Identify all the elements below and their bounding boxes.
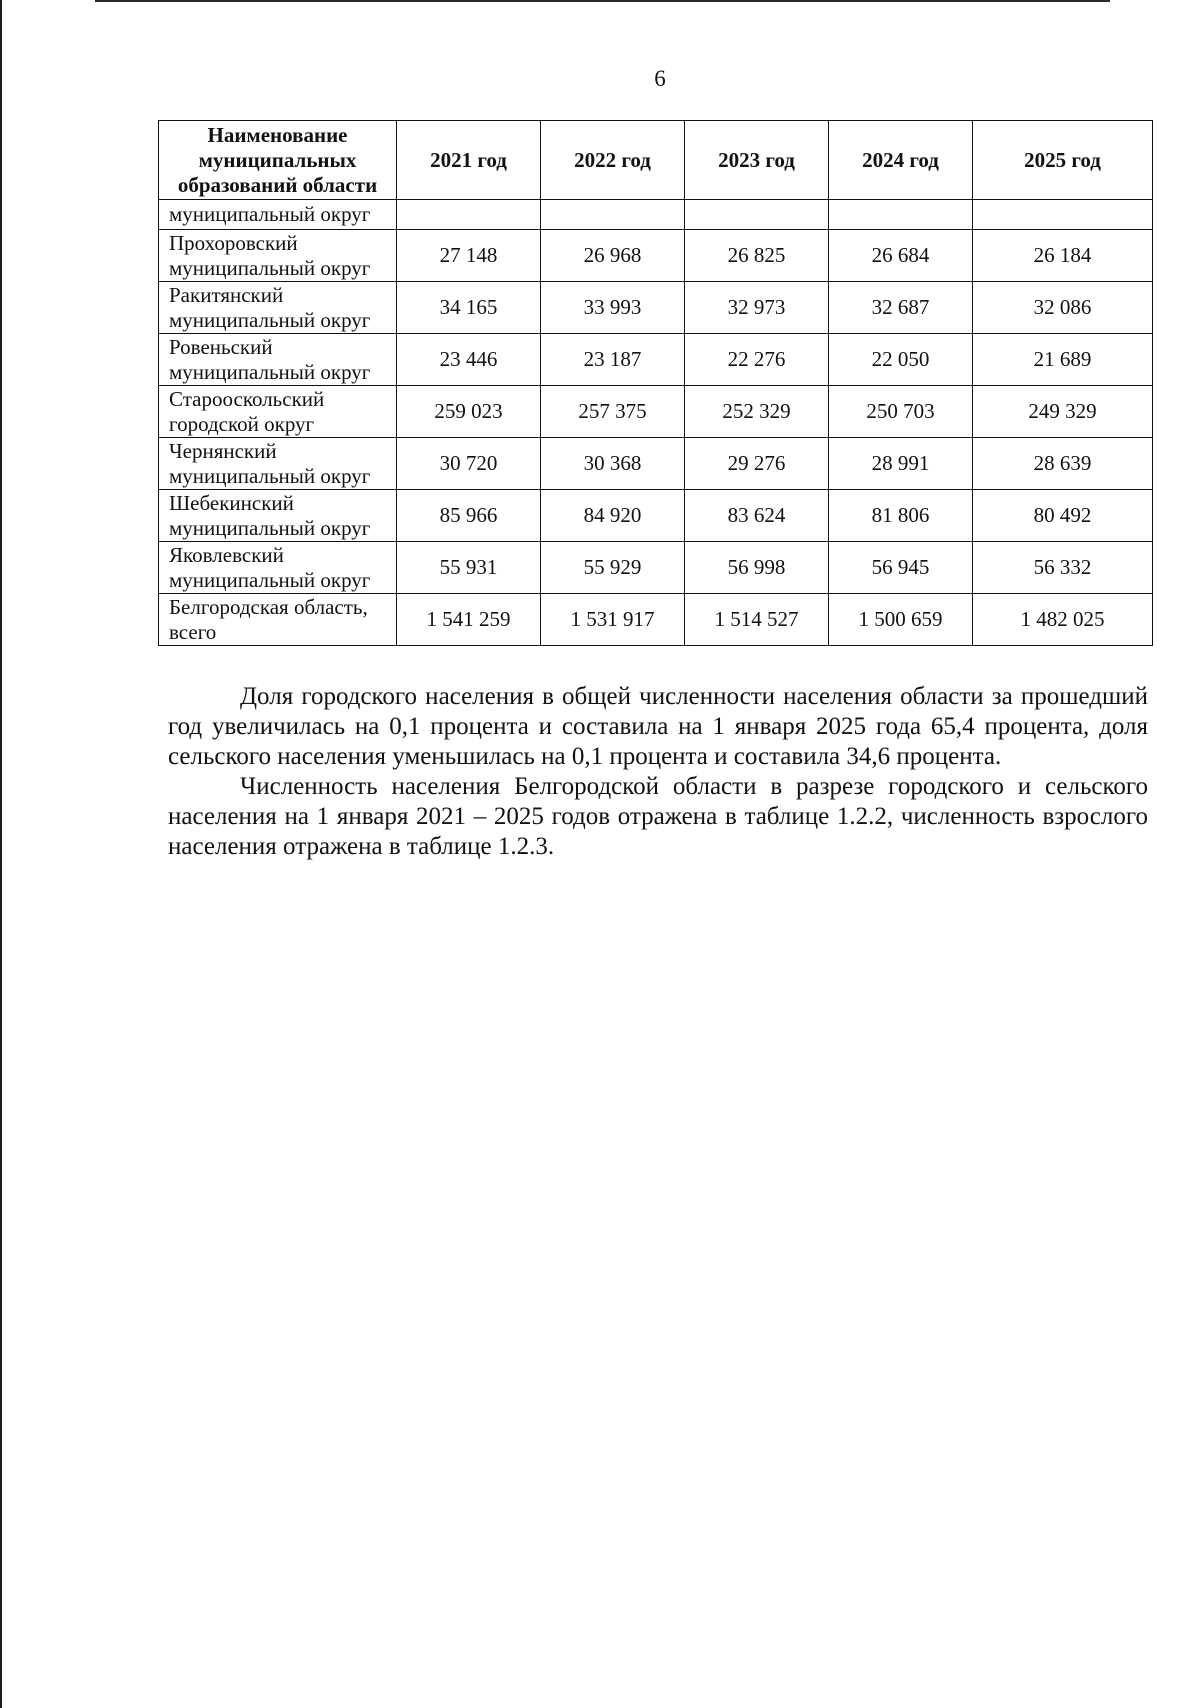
cell-2023: 83 624 (685, 490, 829, 542)
table-row-total (159, 594, 1153, 646)
header-2021: 2021 год (397, 121, 541, 200)
cell-2021: 85 966 (397, 490, 541, 542)
cell-2025: 32 086 (973, 282, 1153, 334)
cell-2021: 1 541 259 (397, 594, 541, 646)
cell-2025: 28 639 (973, 438, 1153, 490)
cell-2022: 84 920 (541, 490, 685, 542)
row-name: Старооскольский городской округ (159, 386, 397, 438)
row-name: Шебекинский муниципальный округ (159, 490, 397, 542)
cell-2022: 26 968 (541, 230, 685, 282)
cell-2021: 30 720 (397, 438, 541, 490)
cell-2023: 29 276 (685, 438, 829, 490)
cell-2023: 26 825 (685, 230, 829, 282)
cell-2025: 56 332 (973, 542, 1153, 594)
cell-2025: 249 329 (973, 386, 1153, 438)
header-2024: 2024 год (829, 121, 973, 200)
table-row (159, 282, 1153, 334)
header-2022: 2022 год (541, 121, 685, 200)
cell-2022: 55 929 (541, 542, 685, 594)
paragraph-urban-share: Доля городского населения в общей численности населения области за прошедший год увеличилась на 0,1 процента и составила на 1 января 2025 года 65,4 процента, доля сельского населения уменьшилась на 0,1 процента и составила 34,6 процента. (168, 683, 1148, 770)
table-header-row (159, 121, 1153, 200)
cell-2025: 26 184 (973, 230, 1153, 282)
table-row (159, 438, 1153, 490)
cell-2024: 22 050 (829, 334, 973, 386)
cell-2021: 55 931 (397, 542, 541, 594)
row-name: Чернянский муниципальный округ (159, 438, 397, 490)
cell-2024: 81 806 (829, 490, 973, 542)
table-row (159, 334, 1153, 386)
row-name: муниципальный округ (159, 200, 397, 230)
row-name: Яковлевский муниципальный округ (159, 542, 397, 594)
cell-2021: 27 148 (397, 230, 541, 282)
table-row (159, 386, 1153, 438)
page-edge-line (0, 0, 2, 1708)
row-name: Белгородская область, всего (159, 594, 397, 646)
table-row (159, 230, 1153, 282)
cell-2024: 1 500 659 (829, 594, 973, 646)
cell-2022: 30 368 (541, 438, 685, 490)
cell-2023: 252 329 (685, 386, 829, 438)
cell-2024: 28 991 (829, 438, 973, 490)
cell-2022: 23 187 (541, 334, 685, 386)
cell-2023: 1 514 527 (685, 594, 829, 646)
cell-2025: 80 492 (973, 490, 1153, 542)
cell-2025: 21 689 (973, 334, 1153, 386)
page-number: 6 (654, 66, 666, 91)
cell-2024: 26 684 (829, 230, 973, 282)
population-table (158, 120, 1153, 646)
cell-2022: 1 531 917 (541, 594, 685, 646)
table-row (159, 490, 1153, 542)
cell-2024: 250 703 (829, 386, 973, 438)
cell-2023: 22 276 (685, 334, 829, 386)
cell-2022: 257 375 (541, 386, 685, 438)
cell-2025: 1 482 025 (973, 594, 1153, 646)
cell-2024: 32 687 (829, 282, 973, 334)
row-name: Ракитянский муниципальный округ (159, 282, 397, 334)
body-text (168, 682, 1148, 862)
header-name: Наименование муниципальных образований области (159, 121, 397, 200)
cell-2023: 56 998 (685, 542, 829, 594)
row-name: Прохоровский муниципальный округ (159, 230, 397, 282)
table-row-continued (159, 200, 1153, 230)
table-row (159, 542, 1153, 594)
header-2025: 2025 год (973, 121, 1153, 200)
cell-2021: 34 165 (397, 282, 541, 334)
top-rule (95, 0, 1110, 2)
cell-2024: 56 945 (829, 542, 973, 594)
cell-2023: 32 973 (685, 282, 829, 334)
header-2023: 2023 год (685, 121, 829, 200)
paragraph-tables-reference: Численность населения Белгородской области в разрезе городского и сельского населения на 1 января 2021 – 2025 годов отражена в таблице 1.2.2, численность взрослого населения отражена в таблице 1.2.3. (168, 773, 1148, 860)
cell-2022: 33 993 (541, 282, 685, 334)
cell-2021: 259 023 (397, 386, 541, 438)
row-name: Ровеньский муниципальный округ (159, 334, 397, 386)
cell-2021: 23 446 (397, 334, 541, 386)
